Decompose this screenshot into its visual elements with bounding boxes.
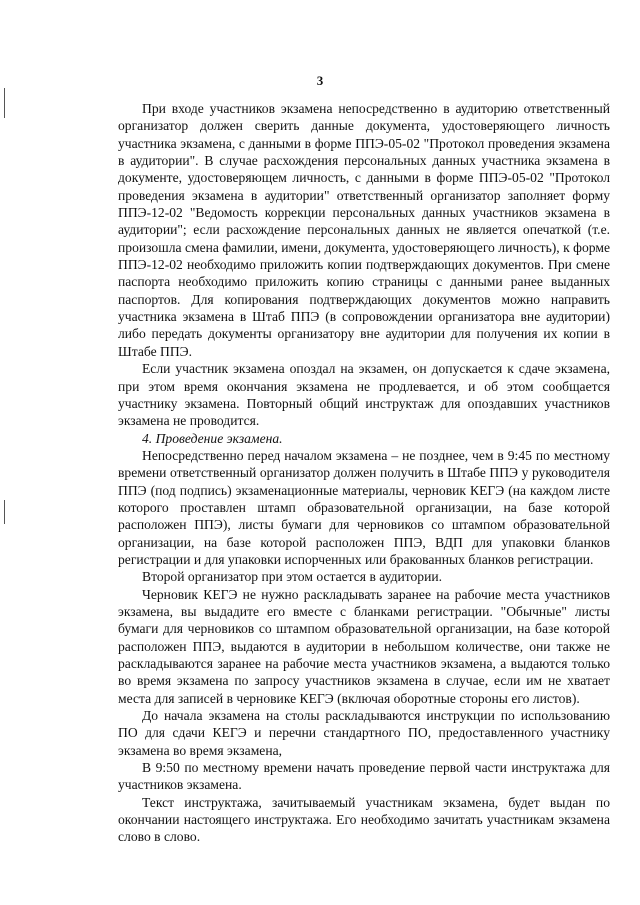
page-number: 3 xyxy=(316,73,324,88)
paragraph-second-organizer: Второй организатор при этом остается в аудитории. xyxy=(142,569,443,585)
paragraph-late-participant: Если участник экзамена опоздал на экзамен, он допускается к сдаче экзамена, при этом время окончания экзамена не продлевается, и об этом сообщается участнику экзамена. Повторный общий инструктаж для опоздавших участников экзамена не проводится. xyxy=(118,361,610,429)
paragraph-entry-check: При входе участников экзамена непосредственно в аудиторию ответственный организатор должен сверить данные документа, удостоверяющего личность участника экзамена, с данными в форме ППЭ-05-02 "Протокол проведения экзамена в аудитории". В случае расхождения персональных данных участника экзамена в документе, удостоверяющем личность, с данными в форме ППЭ-05-02 "Протокол проведения экзамена в аудитории" ответственный организатор заполняет форму ППЭ-12-02 "Ведомость коррекции персональных данных участников экзамена в аудитории"; если расхождение персональных данных не является опечаткой (т.е. произошла смена фамилии, имени, документа, удостоверяющего личность), к форме ППЭ-12-02 необходимо приложить копии подтверждающих документов. При смене паспорта необходимо приложить копию страницы с данными ранее выданных паспортов. Для копирования подтверждающих документов можно направить участника экзамена в Штаб ППЭ (в сопровождении организатора вне аудитории) либо передать документы организатору вне аудитории для получения их копии в Штабе ППЭ. xyxy=(118,101,610,359)
scan-edge-mark xyxy=(4,500,5,524)
paragraph-instructions-on-desks: До начала экзамена на столы раскладываются инструкции по использованию ПО для сдачи КЕГЭ и перечни стандартного ПО, предоставленного участнику экзамена во время экзамена, xyxy=(118,708,610,758)
paragraph-briefing-text: Текст инструктажа, зачитываемый участникам экзамена, будет выдан по окончании настоящего инструктажа. Его необходимо зачитать участникам экзамена слово в слово. xyxy=(118,794,610,845)
document-body xyxy=(118,100,610,846)
paragraph-draft-kege: Черновик КЕГЭ не нужно раскладывать заранее на рабочие места участников экзамена, вы выдадите его вместе с бланками регистрации. "Обычные" листы бумаги для черновиков со штампом образовательной организации, на базе которой расположен ППЭ, выдаются в аудитории в небольшом количестве, они также не раскладываются заранее на рабочие места участников экзамена, а выдаются только во время экзамена по запросу участников экзамена в случае, если им не хватает места для записей в черновике КЕГЭ (включая оборотные стороны его листов). xyxy=(118,586,610,706)
section-heading: 4. Проведение экзамена. xyxy=(142,430,283,446)
paragraph-materials: Непосредственно перед началом экзамена – не позднее, чем в 9:45 по местному времени ответственный организатор должен получить в Штабе ППЭ у руководителя ППЭ (под подпись) экзаменационные материалы, черновик КЕГЭ (на каждом листе которого проставлен штамп образовательной организации, на базе которой расположен ППЭ), листы бумаги для черновиков со штампом образовательной организации, на базе которой расположен ППЭ, ВДП для упаковки бланков регистрации и для упаковки испорченных или бракованных бланков регистрации. xyxy=(118,447,610,567)
scan-edge-mark xyxy=(4,88,5,118)
paragraph-briefing-start: В 9:50 по местному времени начать проведение первой части инструктажа для участников экзамена. xyxy=(118,760,610,793)
